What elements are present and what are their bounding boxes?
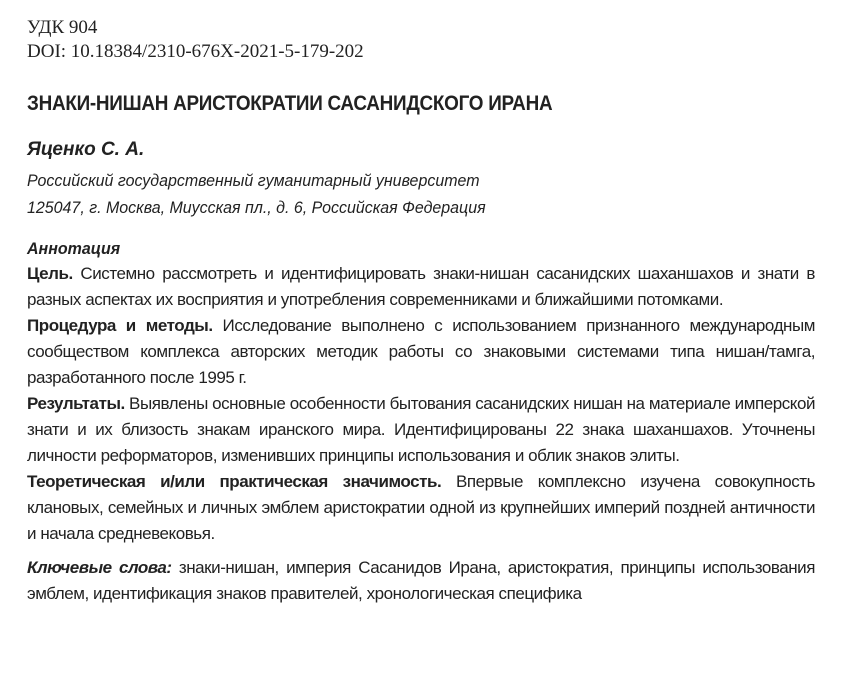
article-title: ЗНАКИ-НИШАН АРИСТОКРАТИИ САСАНИДСКОГО ИРАНА xyxy=(27,92,553,115)
affiliation-address: 125047, г. Москва, Миусская пл., д. 6, Российская Федерация xyxy=(27,198,486,217)
author-name: Яценко С. А. xyxy=(27,139,145,160)
abstract-goal xyxy=(27,261,815,313)
abstract-results-text: Выявлены основные особенности бытования сасанидских нишан на материале имперской знати и их близость знакам иранского мира. Идентифицированы 22 знака шаханшахов. Уточнены личности реформаторов, изменивших принципы использования и облик знаков элиты. xyxy=(27,394,815,465)
abstract-significance xyxy=(27,469,815,547)
abstract-heading: Аннотация xyxy=(27,239,121,258)
article-page xyxy=(27,16,815,607)
abstract-goal-label: Цель. xyxy=(27,264,73,283)
udc-code: УДК 904 xyxy=(27,17,98,38)
doi: DOI: 10.18384/2310-676X-2021-5-179-202 xyxy=(27,41,364,62)
abstract-results xyxy=(27,391,815,469)
abstract-methods-text: Исследование выполнено с использованием признанного международным сообществом комплекса авторских методик работы со знаковыми системами типа нишан/тамга, разработанного после 1995 г. xyxy=(27,316,815,387)
keywords-label: Ключевые слова: xyxy=(27,558,172,577)
abstract-methods xyxy=(27,313,815,391)
abstract-methods-label: Процедура и методы. xyxy=(27,316,213,335)
abstract-significance-text: Впервые комплексно изучена совокупность клановых, семейных и личных эмблем аристократии одной из крупнейших империй поздней античности и начала средневековья. xyxy=(27,472,815,543)
abstract-body xyxy=(27,261,815,547)
author-affiliation xyxy=(27,167,768,221)
abstract-significance-label: Теоретическая и/или практическая значимость. xyxy=(27,472,442,491)
article-meta xyxy=(27,16,815,64)
affiliation-institution: Российский государственный гуманитарный университет xyxy=(27,171,480,190)
keywords-text: знаки-нишан, империя Сасанидов Ирана, аристократия, принципы использования эмблем, идентификация знаков правителей, хронологическая специфика xyxy=(27,558,815,603)
abstract-results-label: Результаты. xyxy=(27,394,125,413)
abstract-goal-text: Системно рассмотреть и идентифицировать знаки-нишан сасанидских шаханшахов и знати в разных аспектах их восприятия и употребления современниками и ближайшими потомками. xyxy=(27,264,815,309)
keywords xyxy=(27,555,815,607)
